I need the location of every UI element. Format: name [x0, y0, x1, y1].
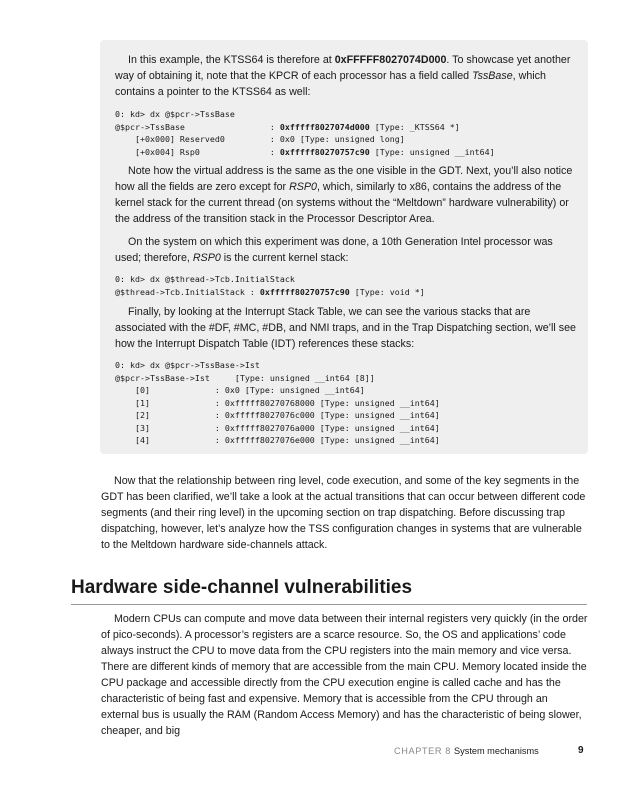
section-heading: Hardware side-channel vulnerabilities	[71, 577, 413, 598]
experiment-paragraph-1: In this example, the KTSS64 is therefore at 0xFFFFF8027074D000. To showcase yet another way of obtaining it, note that the KPCR of each processor has a field called TssBase, which contains a pointer to the KTSS64 as well:	[115, 54, 571, 98]
page-number: 9	[578, 745, 584, 756]
experiment-paragraph-4: Finally, by looking at the Interrupt Stack Table, we can see the various stacks that are associated with the #DF, #MC, #DB, and NMI traps, and in the Trap Dispatching section, we’ll see how the Interrupt Dispatch Table (IDT) references these stacks:	[115, 306, 576, 350]
footer-chapter: CHAPTER 8	[394, 746, 451, 756]
experiment-paragraph-3: On the system on which this experiment was done, a 10th Generation Intel processor was used; therefore, RSP0 is the current kernel stack:	[115, 236, 553, 264]
heading-rule	[71, 604, 587, 605]
code-block-ist: 0: kd> dx @$pcr->TssBase->Ist @$pcr->TssBase->Ist [Type: unsigned __int64 [8]] [0] : 0x0 [Type: unsigned __int64] [1] : 0xfffff80270768000 [Type: unsigned __int64] [2] : 0xfffff8027076c000 [Type: unsigned __int64] [3] : 0xfffff8027076a000 [Type: unsigned __int64] [4] : 0xfffff8027076e000 [Type: unsigned __int64]	[115, 360, 440, 445]
code-block-initial-stack: 0: kd> dx @$thread->Tcb.InitialStack @$thread->Tcb.InitialStack : 0xfffff80270757c90 [Type: void *]	[115, 274, 425, 297]
experiment-paragraph-2: Note how the virtual address is the same as the one visible in the GDT. Next, you’ll also notice how all the fields are zero except for RSP0, which, similarly to x86, contains the address of the kernel stack for the current thread (on systems without the “Meltdown” hardware vulnerability) or the address of the transition stack in the Processor Descriptor Area.	[115, 165, 573, 225]
body-paragraph-side-channel: Modern CPUs can compute and move data between their internal registers very quickly (in the order of pico-seconds). A processor’s registers are a scarce resource. So, the OS and applications’ code always instruct the CPU to move data from the CPU registers into the main memory and vice versa. There are different kinds of memory that are accessible from the main CPU. Memory located inside the CPU package and accessible directly from the CPU execution engine is called cache and has the characteristic of being fast and expensive. Memory that is accessible from the CPU through an external bus is usually the RAM (Random Access Memory) and has the characteristic of being slower, cheaper, and big	[101, 613, 588, 737]
code-block-tssbase: 0: kd> dx @$pcr->TssBase @$pcr->TssBase : 0xfffff8027074d000 [Type: _KTSS64 *] [+0x000] Reserved0 : 0x0 [Type: unsigned long] [+0x004] Rsp0 : 0xfffff80270757c90 [Type: unsigned __int64]	[115, 109, 495, 157]
body-paragraph-tss: Now that the relationship between ring level, code execution, and some of the key segments in the GDT has been clarified, we’ll take a look at the actual transitions that can occur between different code segments (and their ring level) in the upcoming section on trap dispatching. Before discussing trap dispatching, however, let’s analyze how the TSS configuration changes in systems that are vulnerable to the Meltdown hardware side-channels attack.	[101, 475, 586, 551]
footer-chapter-title: System mechanisms	[454, 746, 539, 756]
